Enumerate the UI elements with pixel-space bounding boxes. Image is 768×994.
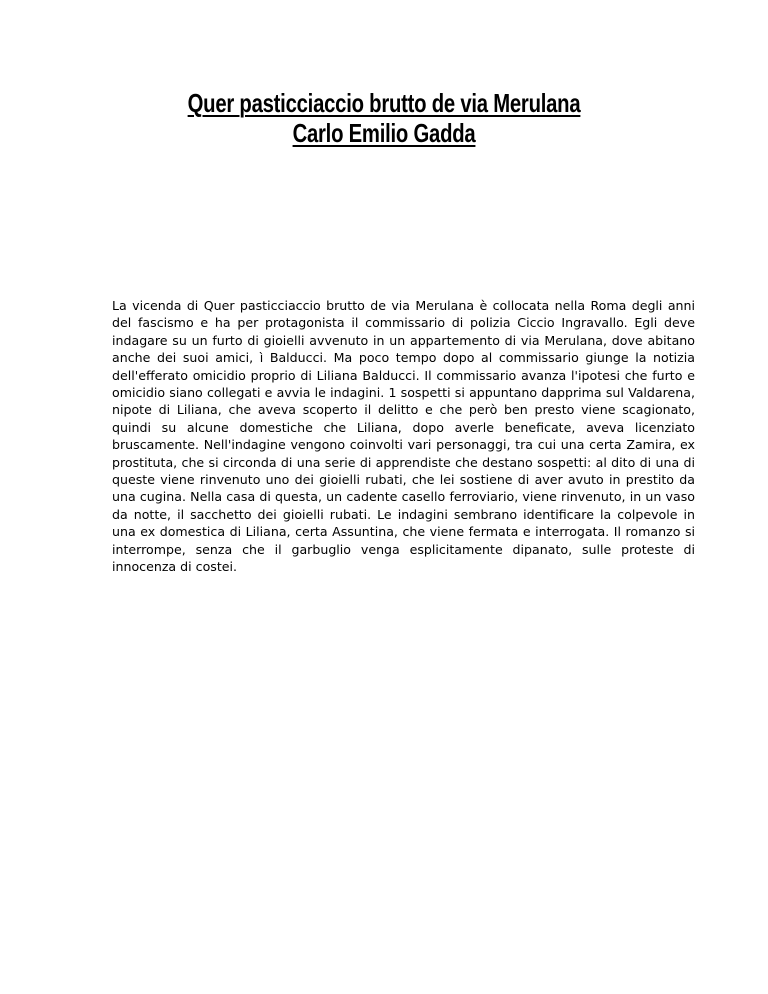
summary-paragraph: La vicenda di Quer pasticciaccio brutto de via Merulana è collocata nella Roma degli anni del fascismo e ha per protagonista il commissario di polizia Ciccio Ingravallo. Egli deve indagare su un furto di gioielli avvenuto in un appartemento di via Merulana, dove abitano anche dei suoi amici, ì Balducci. Ma poco tempo dopo al commissario giunge la notizia dell'efferato omicidio proprio di Liliana Balducci. Il commissario avanza l'ipotesi che furto e omicidio siano collegati e avvia le indagini. 1 sospetti si appuntano dapprima sul Valdarena, nipote di Liliana, che aveva scoperto il delitto e che però ben presto viene scagionato, quindi su alcune domestiche che Liliana, dopo averle beneficate, aveva licenziato bruscamente. Nell'indagine vengono coinvolti vari personaggi, tra cui una certa Zamira, ex prostituta, che si circonda di una serie di apprendiste che destano sospetti: al dito di una di queste viene rinvenuto uno dei gioielli rubati, che lei sostiene di aver avuto in prestito da una cugina. Nella casa di questa, un cadente casello ferroviario, viene rinvenuto, in un vaso da notte, il sacchetto dei gioielli rubati. Le indagini sembrano identificare la colpevole in una ex domestica di Liliana, certa Assuntina, che viene fermata e interrogata. Il romanzo si interrompe, senza che il garbuglio venga esplicitamente dipanato, sulle proteste di innocenza di costei.	[112, 298, 695, 575]
title-block	[0, 88, 768, 148]
book-author: Carlo Emilio Gadda	[292, 118, 476, 148]
book-title: Quer pasticciaccio brutto de via Merulana	[187, 88, 581, 118]
